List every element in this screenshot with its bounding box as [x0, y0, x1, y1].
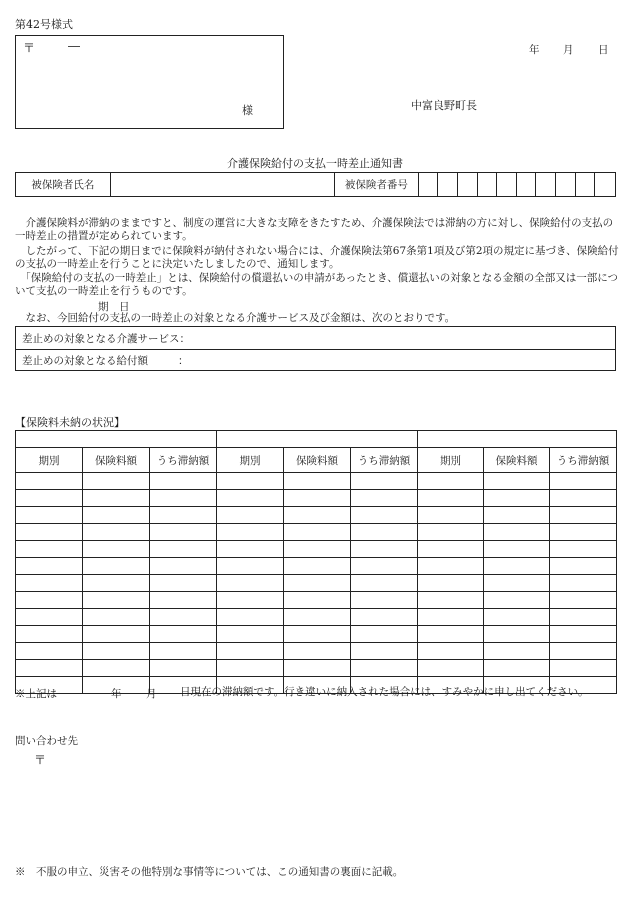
insured-info-row — [15, 172, 616, 197]
target-amount-colon: ： — [178, 355, 189, 367]
arrears-cell[interactable] — [351, 660, 418, 677]
target-service-label: 差止めの対象となる介護サービス： — [22, 332, 190, 345]
deadline-label: 期 日 — [98, 301, 130, 313]
arrears-cell[interactable] — [550, 473, 617, 490]
arrears-cell[interactable] — [284, 660, 351, 677]
arrears-cell[interactable] — [418, 473, 484, 490]
date-year: 年 — [529, 44, 540, 56]
arrears-cell[interactable] — [83, 541, 150, 558]
arrears-group-row — [16, 431, 617, 448]
arrears-cell[interactable] — [484, 524, 550, 541]
arrears-cell[interactable] — [284, 609, 351, 626]
arrears-cell[interactable] — [284, 524, 351, 541]
arrears-cell[interactable] — [16, 524, 83, 541]
arrears-row — [16, 626, 617, 643]
arrears-cell[interactable] — [284, 575, 351, 592]
arrears-cell[interactable] — [83, 490, 150, 507]
arrears-cell[interactable] — [150, 643, 217, 660]
arrears-cell[interactable] — [550, 575, 617, 592]
honorific: 様 — [242, 104, 253, 117]
arrears-cell[interactable] — [418, 660, 484, 677]
arrears-cell[interactable] — [16, 575, 83, 592]
arrears-cell[interactable] — [484, 592, 550, 609]
arrears-cell[interactable] — [550, 507, 617, 524]
arrears-cell[interactable] — [16, 660, 83, 677]
arrears-cell[interactable] — [150, 575, 217, 592]
insured-number-box[interactable] — [497, 173, 517, 196]
arrears-cell[interactable] — [83, 575, 150, 592]
arrears-column-header: 期別 — [418, 448, 484, 473]
insured-number-box[interactable] — [438, 173, 458, 196]
date-day: 日 — [598, 44, 609, 56]
arrears-column-header: 保険料額 — [83, 448, 150, 473]
arrears-header-row — [16, 448, 617, 473]
arrears-row — [16, 609, 617, 626]
arrears-cell[interactable] — [16, 558, 83, 575]
insured-number-box[interactable] — [419, 173, 439, 196]
arrears-cell[interactable] — [484, 660, 550, 677]
arrears-cell[interactable] — [217, 626, 284, 643]
arrears-heading: 【保険料未納の状況】 — [15, 416, 125, 429]
arrears-cell[interactable] — [418, 626, 484, 643]
arrears-cell[interactable] — [217, 524, 284, 541]
arrears-cell[interactable] — [550, 643, 617, 660]
contact-label: 問い合わせ先 — [15, 735, 78, 747]
arrears-cell[interactable] — [217, 507, 284, 524]
insured-number-box[interactable] — [478, 173, 498, 196]
document-title: 介護保険給付の支払一時差止通知書 — [227, 157, 403, 170]
arrears-cell[interactable] — [284, 473, 351, 490]
arrears-cell[interactable] — [217, 660, 284, 677]
arrears-row — [16, 643, 617, 660]
arrears-cell[interactable] — [83, 626, 150, 643]
arrears-row — [16, 507, 617, 524]
arrears-cell[interactable] — [16, 507, 83, 524]
body-paragraph-1: 介護保険料が滞納のままですと、制度の運営に大きな支障をきたすため、介護保険法では滞納の方に対し、保険給付の支払の一時差止の措置が定められています。 — [15, 217, 614, 243]
insured-name-field[interactable] — [111, 173, 335, 196]
footnote-year: 年 — [111, 688, 122, 700]
arrears-cell[interactable] — [150, 592, 217, 609]
arrears-cell[interactable] — [351, 541, 418, 558]
arrears-cell[interactable] — [484, 473, 550, 490]
arrears-cell[interactable] — [150, 609, 217, 626]
arrears-row — [16, 558, 617, 575]
arrears-cell[interactable] — [351, 473, 418, 490]
body-paragraph-2: したがって、下記の期日までに保険料が納付されない場合には、介護保険法第67条第1項及び第2項の規定に基づき、保険給付の支払の一時差止を行うことに決定いたしましたので、通知します。 — [15, 245, 619, 271]
arrears-cell[interactable] — [150, 660, 217, 677]
arrears-column-header: 期別 — [16, 448, 83, 473]
arrears-cell[interactable] — [284, 541, 351, 558]
postal-dash: ― — [68, 39, 80, 53]
arrears-column-header: うち滞納額 — [150, 448, 217, 473]
arrears-cell[interactable] — [16, 541, 83, 558]
body-paragraph-3: 「保険給付の支払の一時差止」とは、保険給付の償還払いの申請があったとき、償還払いの対象となる金額の全部又は一部について支払の一時差止を行うものです。 — [15, 272, 619, 298]
arrears-cell[interactable] — [217, 541, 284, 558]
arrears-table — [15, 430, 617, 694]
objection-note: ※ 不服の申立、災害その他特別な事情等については、この通知書の裏面に記載。 — [15, 866, 404, 878]
arrears-cell[interactable] — [418, 541, 484, 558]
arrears-cell[interactable] — [150, 490, 217, 507]
arrears-cell[interactable] — [150, 541, 217, 558]
arrears-cell[interactable] — [83, 507, 150, 524]
arrears-cell[interactable] — [484, 626, 550, 643]
arrears-cell[interactable] — [351, 592, 418, 609]
arrears-cell[interactable] — [550, 609, 617, 626]
footnote-lead: ※上記は — [15, 688, 57, 700]
arrears-row — [16, 660, 617, 677]
footnote-month: 月 — [146, 688, 157, 700]
arrears-cell[interactable] — [351, 558, 418, 575]
arrears-cell[interactable] — [351, 575, 418, 592]
arrears-cell[interactable] — [418, 524, 484, 541]
arrears-cell[interactable] — [484, 643, 550, 660]
arrears-row — [16, 490, 617, 507]
arrears-cell[interactable] — [16, 626, 83, 643]
arrears-cell[interactable] — [351, 524, 418, 541]
arrears-cell[interactable] — [217, 643, 284, 660]
arrears-cell[interactable] — [16, 473, 83, 490]
insured-number-box[interactable] — [576, 173, 596, 196]
insured-number-box[interactable] — [595, 173, 615, 196]
arrears-cell[interactable] — [83, 643, 150, 660]
arrears-cell[interactable] — [83, 592, 150, 609]
arrears-cell[interactable] — [351, 643, 418, 660]
arrears-cell[interactable] — [284, 490, 351, 507]
target-amount-row — [16, 349, 615, 371]
arrears-cell[interactable] — [550, 626, 617, 643]
arrears-cell[interactable] — [16, 490, 83, 507]
arrears-group-cell — [16, 431, 217, 448]
arrears-cell[interactable] — [418, 558, 484, 575]
arrears-cell[interactable] — [550, 524, 617, 541]
arrears-cell[interactable] — [83, 558, 150, 575]
arrears-cell[interactable] — [550, 541, 617, 558]
insured-name-label: 被保険者氏名 — [16, 173, 111, 196]
arrears-group-cell — [217, 431, 418, 448]
arrears-cell[interactable] — [418, 490, 484, 507]
arrears-cell[interactable] — [150, 507, 217, 524]
insured-number-box[interactable] — [556, 173, 576, 196]
arrears-cell[interactable] — [284, 558, 351, 575]
arrears-cell[interactable] — [484, 575, 550, 592]
target-service-row — [16, 327, 615, 349]
arrears-row — [16, 592, 617, 609]
arrears-cell[interactable] — [83, 473, 150, 490]
insured-number-box[interactable] — [536, 173, 556, 196]
arrears-row — [16, 541, 617, 558]
arrears-cell[interactable] — [550, 660, 617, 677]
target-amount-label: 差止めの対象となる給付額 — [22, 355, 148, 367]
arrears-column-header: うち滞納額 — [550, 448, 617, 473]
arrears-cell[interactable] — [150, 473, 217, 490]
arrears-cell[interactable] — [351, 490, 418, 507]
arrears-cell[interactable] — [484, 507, 550, 524]
postal-mark-icon: 〒 — [23, 41, 36, 55]
arrears-cell[interactable] — [550, 558, 617, 575]
issuer: 中富良野町長 — [411, 99, 477, 112]
arrears-cell[interactable] — [83, 609, 150, 626]
arrears-cell[interactable] — [217, 490, 284, 507]
recipient-address-box — [15, 35, 284, 129]
arrears-cell[interactable] — [550, 490, 617, 507]
arrears-cell[interactable] — [418, 609, 484, 626]
arrears-cell[interactable] — [484, 490, 550, 507]
arrears-cell[interactable] — [16, 643, 83, 660]
arrears-cell[interactable] — [217, 575, 284, 592]
footnote-tail: 日現在の滞納額です。行き違いに納入された場合には、すみやかに申し出てください。 — [180, 686, 589, 698]
arrears-cell[interactable] — [484, 609, 550, 626]
arrears-cell[interactable] — [83, 524, 150, 541]
arrears-cell[interactable] — [16, 592, 83, 609]
arrears-cell[interactable] — [418, 643, 484, 660]
arrears-cell[interactable] — [217, 592, 284, 609]
insured-number-box[interactable] — [458, 173, 478, 196]
arrears-cell[interactable] — [284, 592, 351, 609]
contact-postal-mark-icon: 〒 — [34, 753, 47, 767]
arrears-cell[interactable] — [351, 507, 418, 524]
arrears-cell[interactable] — [217, 609, 284, 626]
arrears-cell[interactable] — [150, 626, 217, 643]
insured-number-box[interactable] — [517, 173, 537, 196]
arrears-cell[interactable] — [284, 507, 351, 524]
arrears-cell[interactable] — [284, 626, 351, 643]
arrears-column-header: 保険料額 — [284, 448, 351, 473]
arrears-cell[interactable] — [217, 558, 284, 575]
arrears-cell[interactable] — [16, 609, 83, 626]
arrears-cell[interactable] — [418, 592, 484, 609]
arrears-cell[interactable] — [150, 558, 217, 575]
arrears-cell[interactable] — [351, 609, 418, 626]
arrears-cell[interactable] — [150, 524, 217, 541]
date-month: 月 — [563, 44, 574, 56]
arrears-cell[interactable] — [83, 660, 150, 677]
arrears-row — [16, 524, 617, 541]
arrears-cell[interactable] — [284, 643, 351, 660]
suspension-target-table — [15, 326, 616, 371]
body-paragraph-4: なお、今回給付の支払の一時差止の対象となる介護サービス及び金額は、次のとおりです。 — [15, 312, 456, 324]
arrears-cell[interactable] — [484, 558, 550, 575]
arrears-cell[interactable] — [351, 626, 418, 643]
arrears-cell[interactable] — [484, 541, 550, 558]
arrears-row — [16, 575, 617, 592]
insured-number-label: 被保険者番号 — [335, 173, 419, 196]
arrears-cell[interactable] — [418, 507, 484, 524]
arrears-column-header: うち滞納額 — [351, 448, 418, 473]
arrears-cell[interactable] — [550, 592, 617, 609]
arrears-column-header: 保険料額 — [484, 448, 550, 473]
form-number: 第42号様式 — [15, 18, 73, 31]
arrears-row — [16, 473, 617, 490]
arrears-column-header: 期別 — [217, 448, 284, 473]
arrears-group-cell — [418, 431, 617, 448]
arrears-cell[interactable] — [217, 473, 284, 490]
arrears-cell[interactable] — [418, 575, 484, 592]
